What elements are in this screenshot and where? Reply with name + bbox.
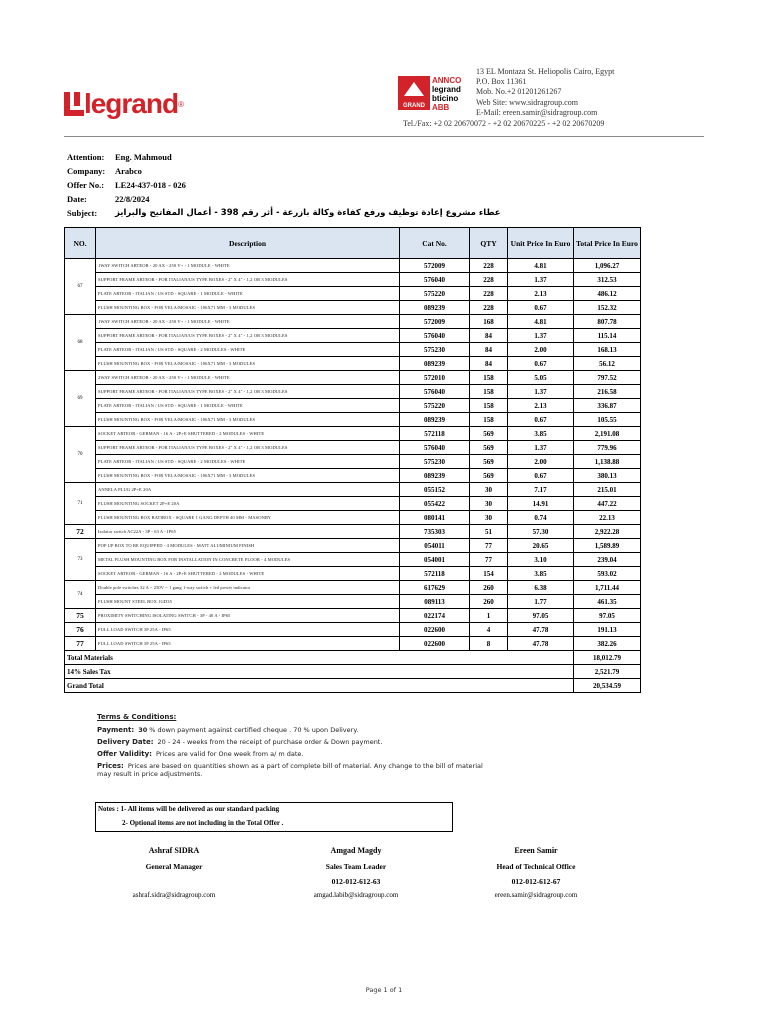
- item-total-price: 56.12: [574, 357, 641, 371]
- total-materials-label: Total Materials: [65, 651, 574, 665]
- bticino-logo: bticino: [432, 94, 459, 103]
- item-total-price: 1,589.89: [574, 539, 641, 553]
- table-row: [65, 329, 641, 343]
- item-cat-no: 572009: [400, 259, 470, 273]
- item-qty: 228: [470, 301, 508, 315]
- item-total-price: 1,096.27: [574, 259, 641, 273]
- item-qty: 8: [470, 637, 508, 651]
- item-unit-price: 3.85: [508, 567, 574, 581]
- item-cat-no: 089239: [400, 469, 470, 483]
- header-total-price: Total Price In Euro: [574, 228, 641, 259]
- item-qty: 569: [470, 469, 508, 483]
- sales-tax-value: 2,521.79: [574, 665, 641, 679]
- table-row: [65, 469, 641, 483]
- item-description: Double pole switches 32 A ~ 250V ~ 1 gang 1-way switch + led power indicator: [96, 581, 400, 595]
- abb-logo: ABB: [432, 103, 450, 112]
- table-row: [65, 581, 641, 595]
- item-total-price: 105.55: [574, 413, 641, 427]
- prices-label: Prices:: [97, 762, 124, 770]
- item-cat-no: 089239: [400, 357, 470, 371]
- item-total-price: 1,138.88: [574, 455, 641, 469]
- signatory-name: Ashraf SIDRA: [148, 846, 200, 855]
- offer-info: [67, 150, 501, 220]
- item-qty: 77: [470, 553, 508, 567]
- grand-logo: GRAND: [398, 76, 430, 110]
- item-cat-no: 575220: [400, 399, 470, 413]
- item-description: SUPPORT FRAME ARTEOR - FOR ITALIAN/US TYPE BOXES - 2" X 4" - 1,2 OR 3 MODULES: [96, 441, 400, 455]
- item-qty: 228: [470, 287, 508, 301]
- item-description: FLUSH MOUNTING BOX - FOR VELA/MOSAIC - 106X71 MM - 3 MODULES: [96, 357, 400, 371]
- signatory-email: ereen.samir@sidragroup.com: [494, 891, 578, 899]
- table-row: [65, 259, 641, 273]
- signatory-email: ashraf.sidra@sidragroup.com: [132, 891, 216, 899]
- header-no: NO.: [65, 228, 96, 259]
- signatory-email: amgad.labib@sidragroup.com: [313, 891, 399, 899]
- table-row: [65, 637, 641, 651]
- item-cat-no: 022174: [400, 609, 470, 623]
- item-total-price: 2,922.28: [574, 525, 641, 539]
- item-cat-no: 617629: [400, 581, 470, 595]
- item-total-price: 191.13: [574, 623, 641, 637]
- item-total-price: 486.12: [574, 287, 641, 301]
- item-cat-no: 022600: [400, 637, 470, 651]
- company-value: Arabco: [115, 166, 142, 176]
- item-cat-no: 055152: [400, 483, 470, 497]
- table-row: [65, 385, 641, 399]
- item-description: FULL LOAD SWITCH 3P 25A - IP65: [96, 623, 400, 637]
- item-description: FLUSH MOUNTING BOX - FOR VELA/MOSAIC - 106X71 MM - 3 MODULES: [96, 413, 400, 427]
- item-number: 68: [65, 315, 96, 371]
- item-cat-no: 572118: [400, 567, 470, 581]
- item-unit-price: 2.00: [508, 455, 574, 469]
- item-description: PLATE ARTEOR - ITALIAN / US STD - SQUARE - 2 MODULES - WHITE: [96, 343, 400, 357]
- item-number: 74: [65, 581, 96, 609]
- item-description: PLATE ARTEOR - ITALIAN / US STD - SQUARE - 1 MODULE - WHITE: [96, 399, 400, 413]
- sales-tax-label: 14% Sales Tax: [65, 665, 574, 679]
- items-table: [64, 227, 641, 693]
- item-unit-price: 97.05: [508, 609, 574, 623]
- item-number: 75: [65, 609, 96, 623]
- item-description: METAL FLUSH MOUNTING BOX FOR INSTALLATION IN CONCRETE FLOOR - 4 MODULES: [96, 553, 400, 567]
- legrand-logo-icon: [64, 92, 80, 116]
- delivery-label: Delivery Date:: [97, 738, 154, 746]
- date-value: 22/8/2024: [115, 194, 150, 204]
- item-qty: 228: [470, 273, 508, 287]
- item-total-price: 447.22: [574, 497, 641, 511]
- note-1: Notes : 1- All items will be delivered as our standard packing: [98, 805, 280, 813]
- annco-logo: ANNCO: [432, 76, 462, 85]
- item-unit-price: 2.13: [508, 287, 574, 301]
- item-description: ANNELA PLUG 2P+E 20A: [96, 483, 400, 497]
- table-row: [65, 315, 641, 329]
- item-number: 72: [65, 525, 96, 539]
- email: E-Mail: ereen.samir@sidragroup.com: [476, 107, 598, 117]
- item-description: SUPPORT FRAME ARTEOR - FOR ITALIAN/US TYPE BOXES - 2" X 4" - 1,2 OR 3 MODULES: [96, 329, 400, 343]
- table-row: [65, 399, 641, 413]
- item-unit-price: 0.67: [508, 357, 574, 371]
- signatory-phone: 012-012-612-67: [511, 877, 561, 886]
- item-unit-price: 5.05: [508, 371, 574, 385]
- item-cat-no: 572010: [400, 371, 470, 385]
- item-cat-no: 576040: [400, 329, 470, 343]
- item-qty: 228: [470, 259, 508, 273]
- item-description: SOCKET ARTEOR - GERMAN - 16 A - 2P+E SHUTTERED - 2 MODULES - WHITE: [96, 567, 400, 581]
- item-number: 71: [65, 483, 96, 525]
- table-row: [65, 413, 641, 427]
- signatory-2: [276, 846, 436, 899]
- item-total-price: 1,711.44: [574, 581, 641, 595]
- item-qty: 260: [470, 595, 508, 609]
- item-total-price: 382.26: [574, 637, 641, 651]
- item-qty: 569: [470, 455, 508, 469]
- telfax: Tel./Fax: +2 02 20670072 - +2 02 20670225 - +2 02 20670209: [403, 119, 605, 128]
- table-row: [65, 357, 641, 371]
- subject-label: Subject:: [67, 208, 98, 218]
- item-qty: 168: [470, 315, 508, 329]
- item-qty: 77: [470, 539, 508, 553]
- table-row: [65, 427, 641, 441]
- item-cat-no: 054011: [400, 539, 470, 553]
- signatory-phone: [94, 877, 254, 891]
- item-unit-price: 3.10: [508, 553, 574, 567]
- payment-pct: 30: [138, 726, 148, 734]
- table-row: [65, 343, 641, 357]
- signatory-role: General Manager: [145, 862, 203, 871]
- item-cat-no: 576040: [400, 273, 470, 287]
- item-total-price: 115.14: [574, 329, 641, 343]
- item-description: SUPPORT FRAME ARTEOR - FOR ITALIAN/US TYPE BOXES - 2" X 4" - 1,2 OR 3 MODULES: [96, 273, 400, 287]
- item-qty: 30: [470, 497, 508, 511]
- table-row: [65, 623, 641, 637]
- item-qty: 569: [470, 427, 508, 441]
- table-row: [65, 525, 641, 539]
- item-total-price: 239.04: [574, 553, 641, 567]
- grand-total-value: 20,534.59: [574, 679, 641, 693]
- item-total-price: 461.35: [574, 595, 641, 609]
- item-unit-price: 1.37: [508, 329, 574, 343]
- table-row: [65, 371, 641, 385]
- item-unit-price: 3.85: [508, 427, 574, 441]
- item-description: Isolator switch AC22A - 3P - 63 A - IP65: [96, 525, 400, 539]
- table-row: [65, 497, 641, 511]
- item-unit-price: 0.67: [508, 413, 574, 427]
- table-row: [65, 511, 641, 525]
- item-total-price: 2,191.08: [574, 427, 641, 441]
- item-unit-price: 6.38: [508, 581, 574, 595]
- item-number: 76: [65, 623, 96, 637]
- item-description: 1WAY SWITCH ARTEOR - 20 AX - 250 V~ - 1 MODULE - WHITE: [96, 259, 400, 273]
- item-description: FLUSH MOUNTING BOX - FOR VELA/MOSAIC - 106X71 MM - 3 MODULES: [96, 469, 400, 483]
- item-cat-no: 572118: [400, 427, 470, 441]
- item-cat-no: 575230: [400, 455, 470, 469]
- offer-label: Offer No.:: [67, 180, 105, 190]
- signatory-phone: 012-012-612-63: [331, 877, 381, 886]
- prices-text-2: may result in price adjustments.: [97, 770, 203, 778]
- signatory-name: Ereen Samir: [514, 846, 558, 855]
- address: 13 EL Montaza St. Heliopolis Cairo, Egypt: [476, 67, 615, 76]
- item-unit-price: 4.81: [508, 259, 574, 273]
- item-number: 77: [65, 637, 96, 651]
- item-unit-price: 0.67: [508, 469, 574, 483]
- item-cat-no: 575230: [400, 343, 470, 357]
- attention-value: Eng. Mahmoud: [115, 152, 172, 162]
- total-materials-value: 18,012.79: [574, 651, 641, 665]
- item-cat-no: 054001: [400, 553, 470, 567]
- item-qty: 158: [470, 399, 508, 413]
- item-description: FULL LOAD SWITCH 3P 25A - IP65: [96, 637, 400, 651]
- item-cat-no: 080141: [400, 511, 470, 525]
- item-qty: 4: [470, 623, 508, 637]
- item-unit-price: 1.77: [508, 595, 574, 609]
- notes-box: [95, 802, 453, 832]
- item-description: SUPPORT FRAME ARTEOR - FOR ITALIAN/US TYPE BOXES - 2" X 4" - 1,2 OR 3 MODULES: [96, 385, 400, 399]
- table-row: [65, 301, 641, 315]
- header-divider: [64, 136, 704, 137]
- item-unit-price: 14.91: [508, 497, 574, 511]
- item-total-price: 380.13: [574, 469, 641, 483]
- item-total-price: 312.53: [574, 273, 641, 287]
- mobile: Mob. No.+2 01201261267: [476, 87, 562, 97]
- item-qty: 260: [470, 581, 508, 595]
- note-2: 2- Optional items are not including in the Total Offer .: [122, 819, 284, 827]
- item-cat-no: 089113: [400, 595, 470, 609]
- item-description: PROXIMITY SWITCHING ISOLATING SWITCH - 3P - 40 A - IP65: [96, 609, 400, 623]
- validity-label: Offer Validity:: [97, 750, 152, 758]
- item-unit-price: 2.00: [508, 343, 574, 357]
- table-row: [65, 455, 641, 469]
- offer-value: LE24-437-018 - 026: [115, 180, 186, 190]
- item-description: FLUSH MOUNTING SOCKET 2P+E 20A: [96, 497, 400, 511]
- table-row: [65, 273, 641, 287]
- item-qty: 84: [470, 329, 508, 343]
- grand-total-row: [65, 679, 641, 693]
- item-number: 69: [65, 371, 96, 427]
- signatory-name: Amgad Magdy: [330, 846, 382, 855]
- item-total-price: 807.78: [574, 315, 641, 329]
- item-unit-price: 2.13: [508, 399, 574, 413]
- item-description: FLUSH MOUNTING BOX BATIBOX - SQUARE 1 GANG DEPTH 40 MM - MASONRY: [96, 511, 400, 525]
- item-qty: 1: [470, 609, 508, 623]
- item-qty: 158: [470, 413, 508, 427]
- table-row: [65, 553, 641, 567]
- partner-logos: [432, 76, 472, 112]
- item-description: 1WAY SWITCH ARTEOR - 20 AX - 250 V~ - 1 MODULE - WHITE: [96, 315, 400, 329]
- header-qty: QTY: [470, 228, 508, 259]
- payment-label: Payment:: [97, 726, 135, 734]
- item-total-price: 168.13: [574, 343, 641, 357]
- item-qty: 30: [470, 511, 508, 525]
- item-unit-price: 1.37: [508, 385, 574, 399]
- legrand-small-logo: legrand: [432, 85, 461, 94]
- table-row: [65, 441, 641, 455]
- item-unit-price: 4.81: [508, 315, 574, 329]
- item-cat-no: 735303: [400, 525, 470, 539]
- company-label: Company:: [67, 166, 106, 176]
- table-row: [65, 567, 641, 581]
- item-qty: 158: [470, 385, 508, 399]
- item-description: PLATE ARTEOR - ITALIAN / US STD - SQUARE - 1 MODULE - WHITE: [96, 287, 400, 301]
- item-qty: 154: [470, 567, 508, 581]
- item-qty: 158: [470, 371, 508, 385]
- header-cat: Cat No.: [400, 228, 470, 259]
- item-description: POP UP BOX TO BE EQUIPPED - 4 MODULES - MATT ALUMINIUM FINISH: [96, 539, 400, 553]
- item-unit-price: 20.65: [508, 539, 574, 553]
- item-qty: 30: [470, 483, 508, 497]
- validity-text: Prices are valid for One week from a/ m date.: [155, 750, 304, 758]
- item-description: PLATE ARTEOR - ITALIAN / US STD - SQUARE - 2 MODULES - WHITE: [96, 455, 400, 469]
- item-unit-price: 1.37: [508, 441, 574, 455]
- legrand-logo-text: legrand: [83, 88, 179, 119]
- table-row: [65, 595, 641, 609]
- item-total-price: 593.02: [574, 567, 641, 581]
- header-unit-price: Unit Price In Euro: [508, 228, 574, 259]
- prices-text: Prices are based on quantities shown as a part of complete bill of material. Any change to the bill of material: [127, 762, 483, 770]
- item-unit-price: 47.78: [508, 637, 574, 651]
- signatory-role: Sales Team Leader: [325, 862, 387, 871]
- date-label: Date:: [67, 194, 87, 204]
- sales-tax-row: [65, 665, 641, 679]
- item-cat-no: 089239: [400, 413, 470, 427]
- item-total-price: 336.87: [574, 399, 641, 413]
- po-box: P.O. Box 11361: [476, 77, 527, 87]
- attention-label: Attention:: [67, 152, 105, 162]
- item-total-price: 779.96: [574, 441, 641, 455]
- item-total-price: 216.58: [574, 385, 641, 399]
- item-cat-no: 576040: [400, 385, 470, 399]
- item-unit-price: 57.30: [508, 525, 574, 539]
- item-description: SOCKET ARTEOR - GERMAN - 16 A - 2P+E SHUTTERED - 2 MODULES - WHITE: [96, 427, 400, 441]
- item-qty: 51: [470, 525, 508, 539]
- item-qty: 84: [470, 357, 508, 371]
- item-unit-price: 0.74: [508, 511, 574, 525]
- table-row: [65, 287, 641, 301]
- item-number: 67: [65, 259, 96, 315]
- terms-conditions: [97, 713, 483, 782]
- signatory-3: [456, 846, 616, 899]
- item-cat-no: 022600: [400, 623, 470, 637]
- total-materials-row: [65, 651, 641, 665]
- signatory-role: Head of Technical Office: [496, 862, 576, 871]
- table-row: [65, 539, 641, 553]
- legrand-logo: legrand ®: [64, 88, 184, 120]
- item-cat-no: 572009: [400, 315, 470, 329]
- item-total-price: 215.01: [574, 483, 641, 497]
- item-cat-no: 089239: [400, 301, 470, 315]
- header-description: Description: [96, 228, 400, 259]
- item-total-price: 97.05: [574, 609, 641, 623]
- item-qty: 569: [470, 441, 508, 455]
- item-cat-no: 576040: [400, 441, 470, 455]
- item-unit-price: 7.17: [508, 483, 574, 497]
- delivery-text: 20 - 24 - weeks from the receipt of purchase order & Down payment.: [157, 738, 383, 746]
- item-number: 70: [65, 427, 96, 483]
- subject-value: عطاء مشروع إعادة توظيف ورفع كفاءة وكالة بازرعة - أثر رقم 398 - أعمال المفاتيح والبرايز: [115, 208, 501, 218]
- terms-title: Terms & Conditions:: [97, 713, 177, 721]
- item-number: 73: [65, 539, 96, 581]
- item-total-price: 22.13: [574, 511, 641, 525]
- grand-total-label: Grand Total: [65, 679, 574, 693]
- item-unit-price: 47.78: [508, 623, 574, 637]
- item-cat-no: 575220: [400, 287, 470, 301]
- payment-text: % down payment against certified cheque . 70 % upon Delivery.: [147, 726, 359, 734]
- item-qty: 84: [470, 343, 508, 357]
- table-row: [65, 483, 641, 497]
- item-total-price: 797.52: [574, 371, 641, 385]
- item-total-price: 152.32: [574, 301, 641, 315]
- company-contact: [476, 67, 614, 118]
- signatory-1: [94, 846, 254, 899]
- item-unit-price: 1.37: [508, 273, 574, 287]
- page-footer: Page 1 of 1: [365, 986, 403, 994]
- item-description: FLUSH MOUNTING BOX - FOR VELA/MOSAIC - 106X71 MM - 3 MODULES: [96, 301, 400, 315]
- table-header-row: [65, 228, 641, 259]
- table-row: [65, 609, 641, 623]
- item-unit-price: 0.67: [508, 301, 574, 315]
- website: Web Site: www.sidragroup.com: [476, 97, 578, 107]
- item-cat-no: 055422: [400, 497, 470, 511]
- item-description: FLUSH MOUNT STEEL BOX 1GD35: [96, 595, 400, 609]
- item-description: 2WAY SWITCH ARTEOR - 20 AX - 250 V~ - 1 MODULE - WHITE: [96, 371, 400, 385]
